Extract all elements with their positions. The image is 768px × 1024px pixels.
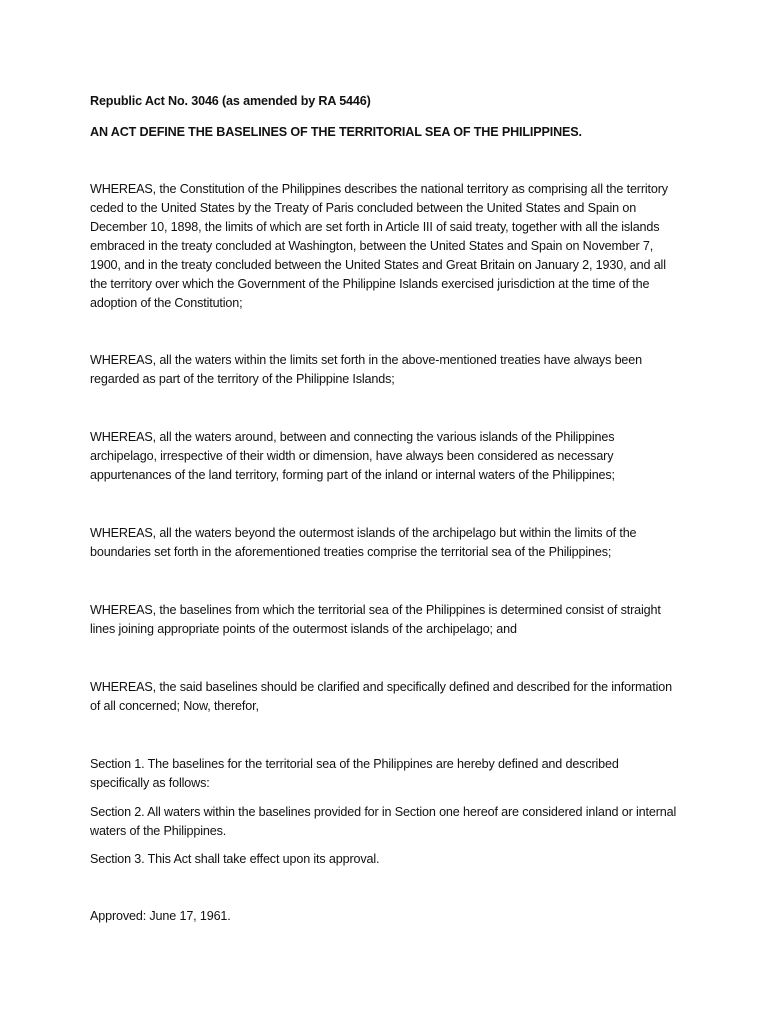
approved-date: Approved: June 17, 1961. (90, 909, 231, 923)
whereas-paragraph-5: WHEREAS, the baselines from which the territorial sea of the Philippines is determined consist of straight lines joining appropriate points of the outermost islands of the archipelago; and (90, 603, 661, 636)
document-heading: Republic Act No. 3046 (as amended by RA 5446) (90, 94, 371, 108)
whereas-paragraph-1: WHEREAS, the Constitution of the Philippines describes the national territory as comprising all the territory ceded to the United States by the Treaty of Paris concluded between the United States and Spain on December 10, 1898, the limits of which are set forth in Article III of said treaty, together with all the islands embraced in the treaty concluded at Washington, between the United States and Spain on November 7, 1900, and in the treaty concluded between the United States and Great Britain on January 2, 1930, and all the territory over which the Government of the Philippine Islands exercised jurisdiction at the time of the adoption of the Constitution; (90, 182, 668, 310)
whereas-paragraph-3: WHEREAS, all the waters around, between and connecting the various islands of the Philippines archipelago, irrespective of their width or dimension, have always been considered as necessary appurtenances of the land territory, forming part of the inland or internal waters of the Philippines; (90, 430, 615, 482)
act-title: AN ACT DEFINE THE BASELINES OF THE TERRITORIAL SEA OF THE PHILIPPINES. (90, 125, 582, 139)
section-1: Section 1. The baselines for the territorial sea of the Philippines are hereby defined and described specifically as follows: (90, 757, 619, 790)
whereas-paragraph-6: WHEREAS, the said baselines should be clarified and specifically defined and described for the information of all concerned; Now, therefor, (90, 680, 672, 713)
section-3: Section 3. This Act shall take effect upon its approval. (90, 852, 380, 866)
whereas-paragraph-2: WHEREAS, all the waters within the limits set forth in the above-mentioned treaties have always been regarded as part of the territory of the Philippine Islands; (90, 353, 642, 386)
section-2: Section 2. All waters within the baselines provided for in Section one hereof are considered inland or internal waters of the Philippines. (90, 805, 677, 838)
whereas-paragraph-4: WHEREAS, all the waters beyond the outermost islands of the archipelago but within the limits of the boundaries set forth in the aforementioned treaties comprise the territorial sea of the Philippines; (90, 526, 637, 559)
